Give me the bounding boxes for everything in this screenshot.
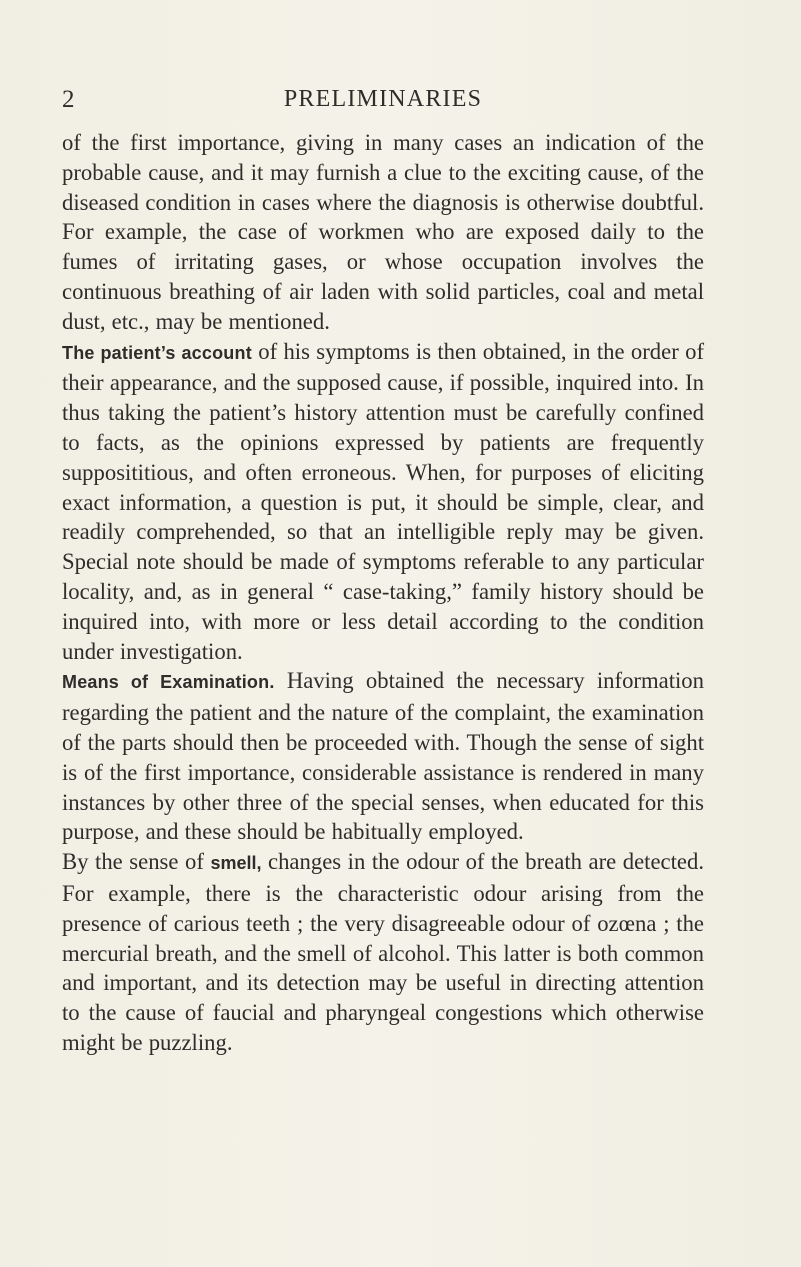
- paragraph-patient-account: [62, 337, 704, 667]
- paragraph-text: Having obtained the necessary information regarding the patient and the nature of the complaint, the examination of the parts should then be proceeded with. Though the sense of sight is of the first importance, considerable assistance is rendered in many instances by other three of the special senses, when educated for this purpose, and these should be habitually employed.: [62, 668, 704, 845]
- paragraph-sense-of-smell: [62, 847, 704, 1058]
- paragraph-text: of the first importance, giving in many cases an indication of the probable cause, and it may furnish a clue to the exciting cause, of the diseased condition in cases where the diagnosis is otherwise doubtful. For example, the case of workmen who are exposed daily to the fumes of irritating gases, or whose occupation involves the continuous breathing of air laden with solid particles, coal and metal dust, etc., may be mentioned.: [62, 130, 704, 334]
- body-text: [62, 128, 704, 1058]
- page-number: 2: [62, 86, 76, 113]
- side-heading: The patient’s account: [62, 342, 252, 363]
- paragraph-text: of his symptoms is then obtained, in the order of their appearance, and the supposed cause, if possible, inquired into. In thus taking the patient’s history attention must be carefully confined to facts, as the opinions expressed by patients are frequently supposititious, and often erroneous. When, for purposes of eliciting exact information, a question is put, it should be simple, clear, and readily comprehended, so that an intelligible reply may be given. Special note should be made of symptoms referable to any particular locality, and, as in general “ case-taking,” family history should be inquired into, with more or less detail according to the condition under investigation.: [62, 338, 705, 664]
- paragraph-lead: By the sense of: [62, 849, 211, 875]
- paragraph-means-of-examination: [62, 666, 704, 847]
- paragraph-text: changes in the odour of the breath are detected. For example, there is the characteristic odour arising from the presence of carious teeth ; the very disagreeable odour of ozœna ; the mercurial breath, and the smell of alcohol. This latter is both common and important, and its detection may be useful in directing attention to the cause of faucial and pharyngeal congestions which otherwise might be puzzling.: [62, 849, 705, 1055]
- paragraph-intro: [62, 128, 704, 337]
- side-heading: Means of Examination.: [62, 672, 275, 693]
- page-header: [62, 86, 704, 120]
- bold-term: smell,: [210, 853, 262, 874]
- running-head: PRELIMINARIES: [283, 86, 483, 112]
